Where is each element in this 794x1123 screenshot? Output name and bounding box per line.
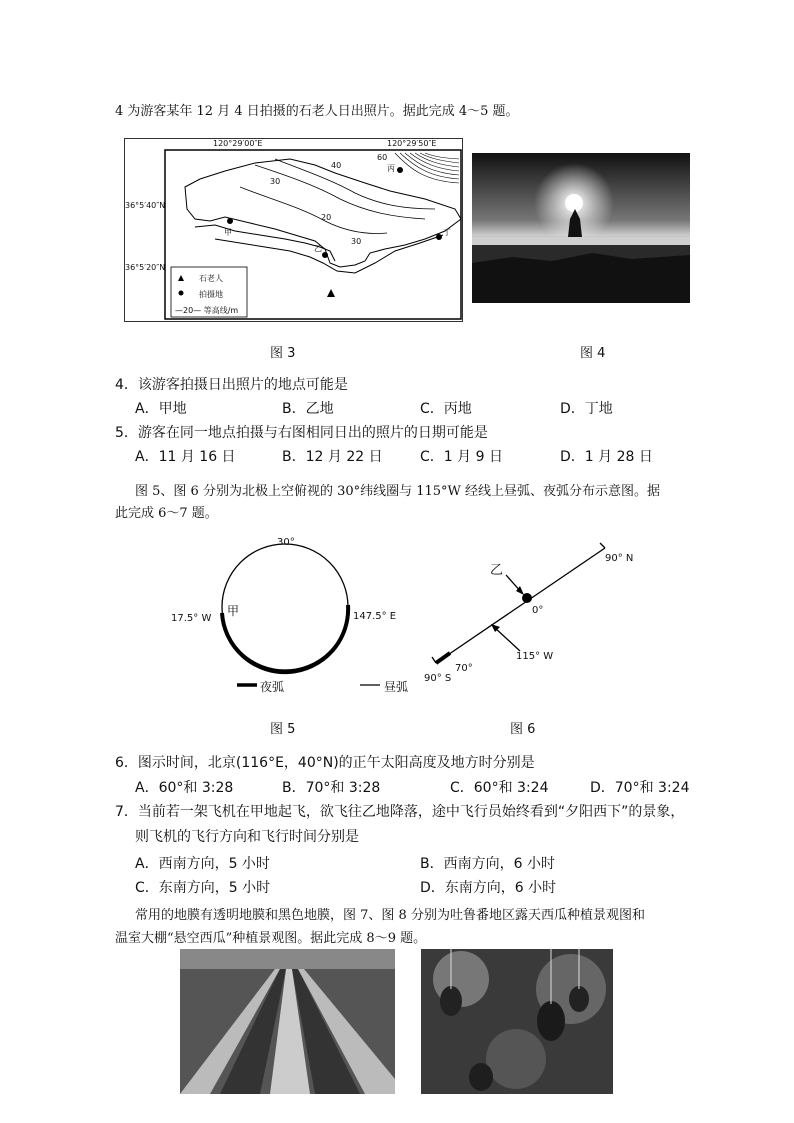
figure-6-caption: 图 6 [510, 722, 536, 737]
figure-3-map [124, 138, 463, 322]
site-bing: 丙 [387, 164, 395, 173]
hanging-watermelon-svg [421, 949, 613, 1094]
question-7-stem-line1: 7．当前若一架飞机在甲地起飞，欲飞往乙地降落，途中飞行员始终看到“夕阳西下”的景象， [115, 804, 685, 820]
figure-7-photo [180, 949, 395, 1094]
question-7-stem-line2: 则飞机的飞行方向和飞行时间分别是 [135, 829, 359, 845]
night-arc-legend: 夜弧 [260, 680, 285, 694]
fig6-yi-label: 乙 [490, 563, 504, 578]
q5-option-d: D．1 月 28 日 [560, 449, 653, 465]
watermelon-field-svg [180, 949, 395, 1094]
q5-option-a: A．11 月 16 日 [135, 449, 236, 465]
sunrise-photo-svg [472, 153, 690, 303]
fig6-south-label: 90° S [424, 673, 452, 684]
q7-option-c: C．东南方向，5 小时 [135, 880, 271, 896]
q5-option-c: C．1 月 9 日 [420, 449, 503, 465]
q4-option-b: B．乙地 [282, 401, 334, 417]
q7-option-a: A．西南方向，5 小时 [135, 856, 270, 872]
question-5-stem: 5．游客在同一地点拍摄与右图相同日出的照片的日期可能是 [115, 425, 488, 441]
lon-label-1: 120°29′00″E [213, 139, 263, 148]
q4-option-d: D．丁地 [560, 401, 613, 417]
fig5-top-label: 30° [277, 537, 295, 548]
legend-contour: —20— 等高线/m [175, 306, 239, 315]
site-ding: 丁 [443, 228, 451, 237]
intro-text-1: 4 为游客某年 12 月 4 日拍摄的石老人日出照片。据此完成 4～5 题。 [115, 104, 519, 119]
legend-rock: 石老人 [199, 274, 223, 283]
q6-option-b: B．70°和 3:28 [282, 780, 381, 796]
fig6-115w-label: 115° W [516, 651, 554, 662]
figure-6-diagram [360, 535, 660, 700]
q6-option-a: A．60°和 3:28 [135, 780, 234, 796]
lat-label-1: 36°5′40″N [125, 201, 166, 210]
fig6-70-label: 70° [455, 663, 473, 674]
q4-option-c: C．丙地 [420, 401, 472, 417]
fig5-right-label: 147.5° E [353, 611, 397, 622]
site-yi: 乙 [314, 244, 322, 253]
intro-text-3b: 温室大棚“悬空西瓜”种植景观图。据此完成 8～9 题。 [115, 931, 427, 946]
lon-label-2: 120°29′50″E [387, 139, 437, 148]
figure-4-caption: 图 4 [580, 346, 606, 361]
question-6-stem: 6．图示时间，北京(116°E，40°N)的正午太阳高度及地方时分别是 [115, 755, 535, 771]
contour-20: 20 [321, 213, 332, 222]
q7-option-b: B．西南方向，6 小时 [420, 856, 555, 872]
site-jia: 甲 [224, 228, 232, 237]
fig6-zero-label: 0° [532, 605, 544, 616]
lat-label-2: 36°5′20″N [125, 263, 166, 272]
figure-5-caption: 图 5 [270, 722, 296, 737]
intro-text-2b: 此完成 6～7 题。 [115, 506, 218, 521]
figure-3-caption: 图 3 [270, 346, 296, 361]
contour-30-b: 30 [351, 237, 362, 246]
contour-40: 40 [331, 161, 342, 170]
figure-8-photo [421, 949, 613, 1094]
q4-option-a: A．甲地 [135, 401, 187, 417]
figure-4-photo [472, 153, 690, 303]
question-4-stem: 4．该游客拍摄日出照片的地点可能是 [115, 377, 348, 393]
fig5-jia-label: 甲 [227, 604, 240, 618]
q5-option-b: B．12 月 22 日 [282, 449, 383, 465]
contour-map-svg [125, 139, 462, 321]
intro-text-2a: 图 5、图 6 分别为北极上空俯视的 30°纬线圈与 115°W 经线上昼弧、夜弧分布示意图。据 [135, 484, 661, 499]
intro-text-3a: 常用的地膜有透明地膜和黑色地膜，图 7、图 8 分别为吐鲁番地区露天西瓜种植景观图和 [135, 908, 645, 923]
contour-60: 60 [377, 153, 388, 162]
q7-option-d: D．东南方向，6 小时 [420, 880, 557, 896]
q6-option-d: D．70°和 3:24 [590, 780, 690, 796]
q6-option-c: C．60°和 3:24 [450, 780, 549, 796]
day-arc-legend: 昼弧 [384, 680, 409, 694]
fig6-north-label: 90° N [605, 553, 634, 564]
fig5-left-label: 17.5° W [171, 613, 212, 624]
legend-site: 拍摄地 [199, 290, 223, 299]
contour-30-a: 30 [270, 177, 281, 186]
